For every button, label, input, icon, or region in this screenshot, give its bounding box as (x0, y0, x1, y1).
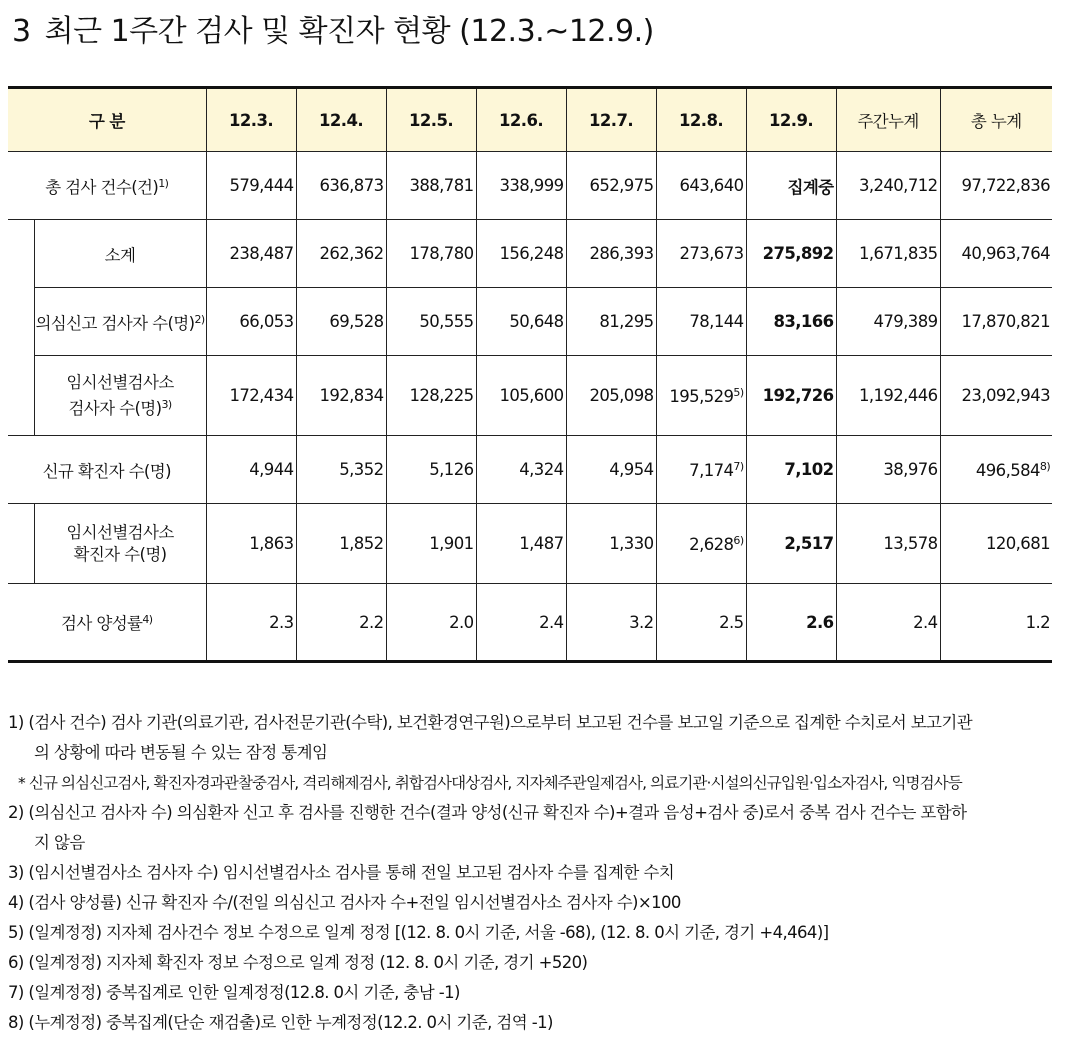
footnote-asterisk: * 신규 의심신고검사, 확진자경과관찰중검사, 격리해제검사, 취합검사대상검사, 지자체주관일제검사, 의료기관·시설의신규입원·입소자검사, 익명검사등 (18, 774, 962, 792)
footnote: 5) (일계정정) 지자체 검사건수 정보 수정으로 일계 정정 [(12. 8. 0시 기준, 서울 -68), (12. 8. 0시 기준, 경기 +4,464)] (8, 923, 829, 942)
table-cell: 192,834 (296, 356, 386, 436)
row-label: 의심신고 검사자 수(명)$^{2)}$ (34, 288, 206, 356)
table-cell: 275,892 (746, 220, 836, 288)
table-cell: 479,389 (836, 288, 940, 356)
table-cell: 205,098 (566, 356, 656, 436)
table-row (8, 584, 1052, 662)
table-cell: 105,600 (476, 356, 566, 436)
table-row (8, 504, 1052, 584)
table-cell: 81,295 (566, 288, 656, 356)
section-number: 3 (12, 14, 31, 49)
table-cell: 1.2 (940, 584, 1052, 662)
table-cell: 66,053 (206, 288, 296, 356)
table-cell: 17,870,821 (940, 288, 1052, 356)
table-cell: 195,529$^{5)}$ (656, 356, 746, 436)
footnote-continuation: 의 상황에 따라 변동될 수 있는 잠정 통계임 (34, 743, 328, 762)
footnote: 4) (검사 양성률) 신규 확진자 수/(전일 의심신고 검사자 수+전일 임시선별검사소 검사자 수)×100 (8, 893, 681, 912)
table-cell: 2.6 (746, 584, 836, 662)
table-cell: 83,166 (746, 288, 836, 356)
page-title (12, 6, 654, 50)
table-cell: 4,954 (566, 436, 656, 504)
table-cell: 338,999 (476, 152, 566, 220)
header-date: 12.8. (656, 88, 746, 152)
header-weekly-total: 주간누계 (836, 88, 940, 152)
table-cell: 156,248 (476, 220, 566, 288)
header-category: 구 분 (8, 88, 206, 152)
footnote: 6) (일계정정) 지자체 확진자 정보 수정으로 일계 정정 (12. 8. 0시 기준, 경기 +520) (8, 953, 588, 972)
header-date: 12.5. (386, 88, 476, 152)
table-cell: 636,873 (296, 152, 386, 220)
table-cell: 128,225 (386, 356, 476, 436)
table-cell: 496,584$^{8)}$ (940, 436, 1052, 504)
table-cell: 38,976 (836, 436, 940, 504)
footnotes (8, 708, 1072, 1038)
header-date: 12.3. (206, 88, 296, 152)
footnote-continuation: 지 않음 (34, 833, 85, 852)
footnote: 1) (검사 건수) 검사 기관(의료기관, 검사전문기관(수탁), 보건환경연구원)으로부터 보고된 건수를 보고일 기준으로 집계한 수치로서 보고기관 (8, 713, 973, 732)
table-row (8, 152, 1052, 220)
table-cell: 2,628$^{6)}$ (656, 504, 746, 584)
table-cell: 78,144 (656, 288, 746, 356)
table-cell: 3,240,712 (836, 152, 940, 220)
table-cell: 1,487 (476, 504, 566, 584)
table-cell: 120,681 (940, 504, 1052, 584)
table-cell: 238,487 (206, 220, 296, 288)
table-cell: 97,722,836 (940, 152, 1052, 220)
footnote: 7) (일계정정) 중복집계로 인한 일계정정(12.8. 0시 기준, 충남 -1) (8, 983, 460, 1002)
table-cell: 1,671,835 (836, 220, 940, 288)
table-cell: 192,726 (746, 356, 836, 436)
table-cell: 3.2 (566, 584, 656, 662)
table-cell: 2.4 (476, 584, 566, 662)
row-label: 임시선별검사소 확진자 수(명) (34, 504, 206, 584)
table-cell: 286,393 (566, 220, 656, 288)
table-row (8, 356, 1052, 436)
header-cumulative-total: 총 누계 (940, 88, 1052, 152)
footnote: 3) (임시선별검사소 검사자 수) 임시선별검사소 검사를 통해 전일 보고된 검사자 수를 집계한 수치 (8, 863, 675, 882)
table-cell: 2,517 (746, 504, 836, 584)
header-date: 12.7. (566, 88, 656, 152)
table-cell: 23,092,943 (940, 356, 1052, 436)
table-row (8, 220, 1052, 288)
row-label: 임시선별검사소 검사자 수(명)$^{3)}$ (34, 356, 206, 436)
row-label: 총 검사 건수(건)$^{1)}$ (8, 152, 206, 220)
table-cell: 178,780 (386, 220, 476, 288)
header-date: 12.9. (746, 88, 836, 152)
table-header-row (8, 88, 1052, 152)
table-cell: 5,352 (296, 436, 386, 504)
header-date: 12.6. (476, 88, 566, 152)
footnote: 8) (누계정정) 중복집계(단순 재검출)로 인한 누계정정(12.2. 0시 기준, 검역 -1) (8, 1013, 553, 1032)
stats-table (8, 86, 1052, 663)
table-row (8, 436, 1052, 504)
table-cell: 2.4 (836, 584, 940, 662)
table-cell: 652,975 (566, 152, 656, 220)
table-cell: 50,555 (386, 288, 476, 356)
table-cell: 1,863 (206, 504, 296, 584)
row-label: 신규 확진자 수(명) (8, 436, 206, 504)
header-date: 12.4. (296, 88, 386, 152)
table-cell: 13,578 (836, 504, 940, 584)
table-cell: 1,852 (296, 504, 386, 584)
row-label: 검사 양성률$^{4)}$ (8, 584, 206, 662)
table-cell: 262,362 (296, 220, 386, 288)
table-cell: 2.3 (206, 584, 296, 662)
table-cell: 388,781 (386, 152, 476, 220)
table-cell: 1,330 (566, 504, 656, 584)
indent-spacer (8, 220, 34, 436)
table-cell: 172,434 (206, 356, 296, 436)
table-cell: 69,528 (296, 288, 386, 356)
indent-spacer (8, 504, 34, 584)
table-cell: 50,648 (476, 288, 566, 356)
table-cell: 4,944 (206, 436, 296, 504)
table-cell: 273,673 (656, 220, 746, 288)
table-cell: 4,324 (476, 436, 566, 504)
section-title: 최근 1주간 검사 및 확진자 현황 (12.3.~12.9.) (44, 14, 654, 49)
table-cell: 2.5 (656, 584, 746, 662)
table-cell: 1,192,446 (836, 356, 940, 436)
table-cell: 2.2 (296, 584, 386, 662)
table-cell: 579,444 (206, 152, 296, 220)
table-cell: 집계중 (746, 152, 836, 220)
table-cell: 2.0 (386, 584, 476, 662)
footnote: 2) (의심신고 검사자 수) 의심환자 신고 후 검사를 진행한 건수(결과 양성(신규 확진자 수)+결과 음성+검사 중)로서 중복 검사 건수는 포함하 (8, 803, 967, 822)
table-cell: 7,102 (746, 436, 836, 504)
table-row (8, 288, 1052, 356)
row-label: 소계 (34, 220, 206, 288)
table-cell: 1,901 (386, 504, 476, 584)
table-cell: 643,640 (656, 152, 746, 220)
table-cell: 40,963,764 (940, 220, 1052, 288)
table-cell: 5,126 (386, 436, 476, 504)
table-cell: 7,174$^{7)}$ (656, 436, 746, 504)
